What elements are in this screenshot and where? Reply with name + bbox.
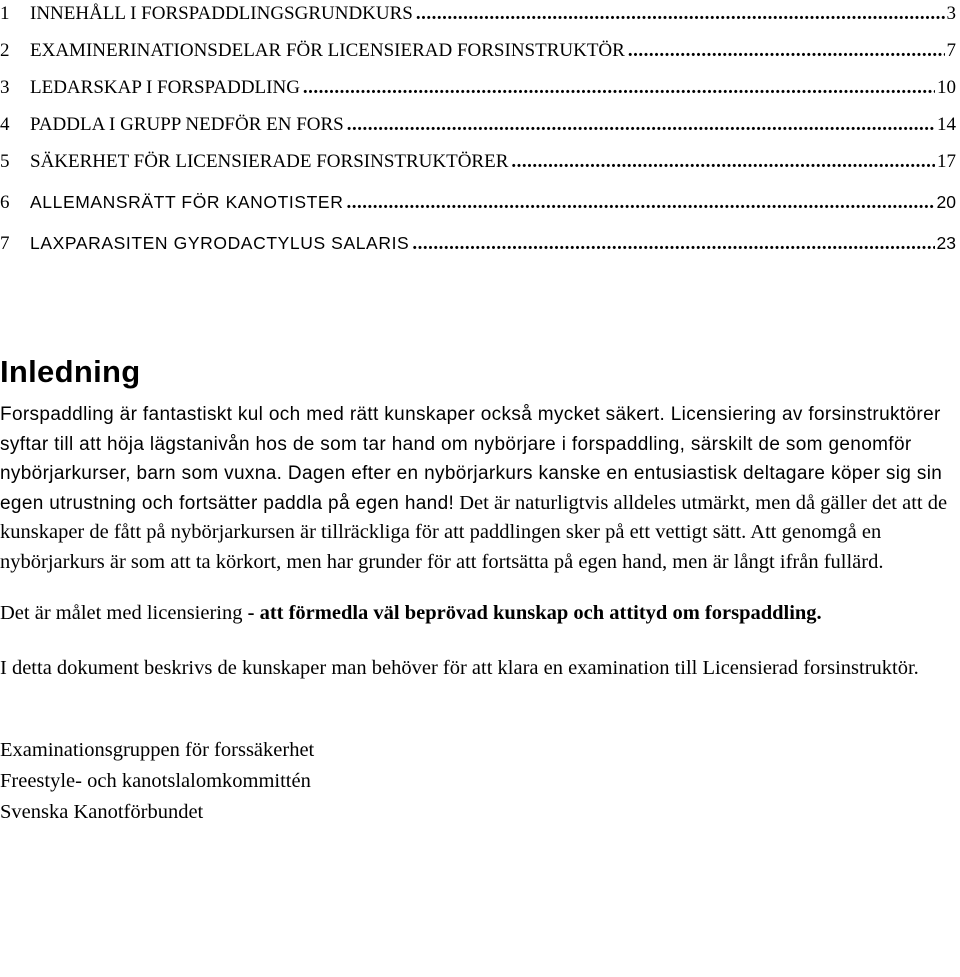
intro-continuation: Det är naturligtvis alldeles utmärkt, men då gäller det att de kunskaper de fått på nybörjarkursen är tillräckliga för att paddlingen sker på ett vettigt sätt. Att genomgå en nybörjarkurs är som att ta körkort, men har grunder för att fortsätta på egen hand, men är långt ifrån fullärd. bbox=[0, 491, 948, 573]
toc-entry-title: LEDARSKAP I FORSPADDLING bbox=[30, 77, 300, 98]
toc-entry-page: 3 bbox=[946, 3, 956, 24]
toc-entry-page: 14 bbox=[937, 114, 956, 135]
toc-dot-leader bbox=[511, 151, 935, 173]
goal-text: Det är målet med licensiering bbox=[0, 602, 248, 624]
goal-paragraph bbox=[0, 599, 956, 629]
toc-entry-number: 1 bbox=[0, 3, 10, 24]
description-paragraph: I detta dokument beskrivs de kunskaper man behöver för att klara en examination till Licensierad forsinstruktör. bbox=[0, 656, 919, 679]
toc-entry[interactable] bbox=[0, 151, 956, 177]
toc-entry-page: 17 bbox=[937, 151, 956, 172]
toc-entry-number: 4 bbox=[0, 114, 10, 135]
document-body bbox=[0, 400, 956, 828]
toc-entry-title: INNEHÅLL I FORSPADDLINGSGRUNDKURS bbox=[30, 3, 413, 24]
toc-entry-number: 5 bbox=[0, 151, 10, 172]
signature-line: Svenska Kanotförbundet bbox=[0, 801, 204, 823]
toc-dot-leader bbox=[347, 114, 935, 136]
toc-dot-leader bbox=[628, 40, 945, 62]
toc-entry[interactable] bbox=[0, 77, 956, 103]
signature-line: Freestyle- och kanotslalomkommittén bbox=[0, 770, 311, 792]
toc-entry-page: 7 bbox=[946, 40, 956, 61]
toc-dot-leader bbox=[346, 192, 934, 214]
toc-entry[interactable] bbox=[0, 233, 956, 259]
goal-emphasis: - att förmedla väl beprövad kunskap och attityd om forspaddling. bbox=[247, 602, 822, 624]
toc-entry[interactable] bbox=[0, 40, 956, 66]
toc-dot-leader bbox=[303, 77, 935, 99]
toc-entry[interactable] bbox=[0, 3, 956, 29]
toc-entry-number: 2 bbox=[0, 40, 10, 61]
intro-paragraph bbox=[0, 400, 956, 577]
toc-entry-number: 6 bbox=[0, 192, 10, 213]
toc-entry-title: LAXPARASITEN GYRODACTYLUS SALARIS bbox=[30, 233, 410, 253]
toc-entry-page: 23 bbox=[936, 233, 956, 253]
toc-entry-title: ALLEMANSRÄTT FÖR KANOTISTER bbox=[30, 192, 344, 212]
section-heading: Inledning bbox=[0, 354, 141, 389]
toc-dot-leader bbox=[412, 233, 934, 255]
toc-entry-title: PADDLA I GRUPP NEDFÖR EN FORS bbox=[30, 114, 344, 135]
toc-entry-page: 10 bbox=[937, 77, 956, 98]
toc-entry-page: 20 bbox=[936, 192, 956, 212]
toc-entry-title: SÄKERHET FÖR LICENSIERADE FORSINSTRUKTÖRER bbox=[30, 151, 509, 172]
signature-line: Examinationsgruppen för forssäkerhet bbox=[0, 739, 315, 761]
toc-entry[interactable] bbox=[0, 114, 956, 140]
toc-entry-number: 7 bbox=[0, 233, 10, 254]
toc-entry[interactable] bbox=[0, 192, 956, 218]
toc-entry-number: 3 bbox=[0, 77, 10, 98]
toc-entry-title: EXAMINERINATIONSDELAR FÖR LICENSIERAD FORSINSTRUKTÖR bbox=[30, 40, 625, 61]
toc-dot-leader bbox=[416, 3, 945, 25]
intro-text: Forspaddling är fantastiskt kul och med rätt kunskaper också mycket säkert. Licensiering av forsinstruktörer syftar till att höja lägstanivån hos de som tar hand om nybörjare i forspaddling, särskilt de som genomför nybörjarkurser, barn som vuxna. Dagen efter en nybörjarkurs kanske en entusiastisk deltagare köper sig sin egen utrustning och fortsätter paddla på egen hand! bbox=[0, 404, 943, 514]
signature-block bbox=[0, 735, 956, 828]
